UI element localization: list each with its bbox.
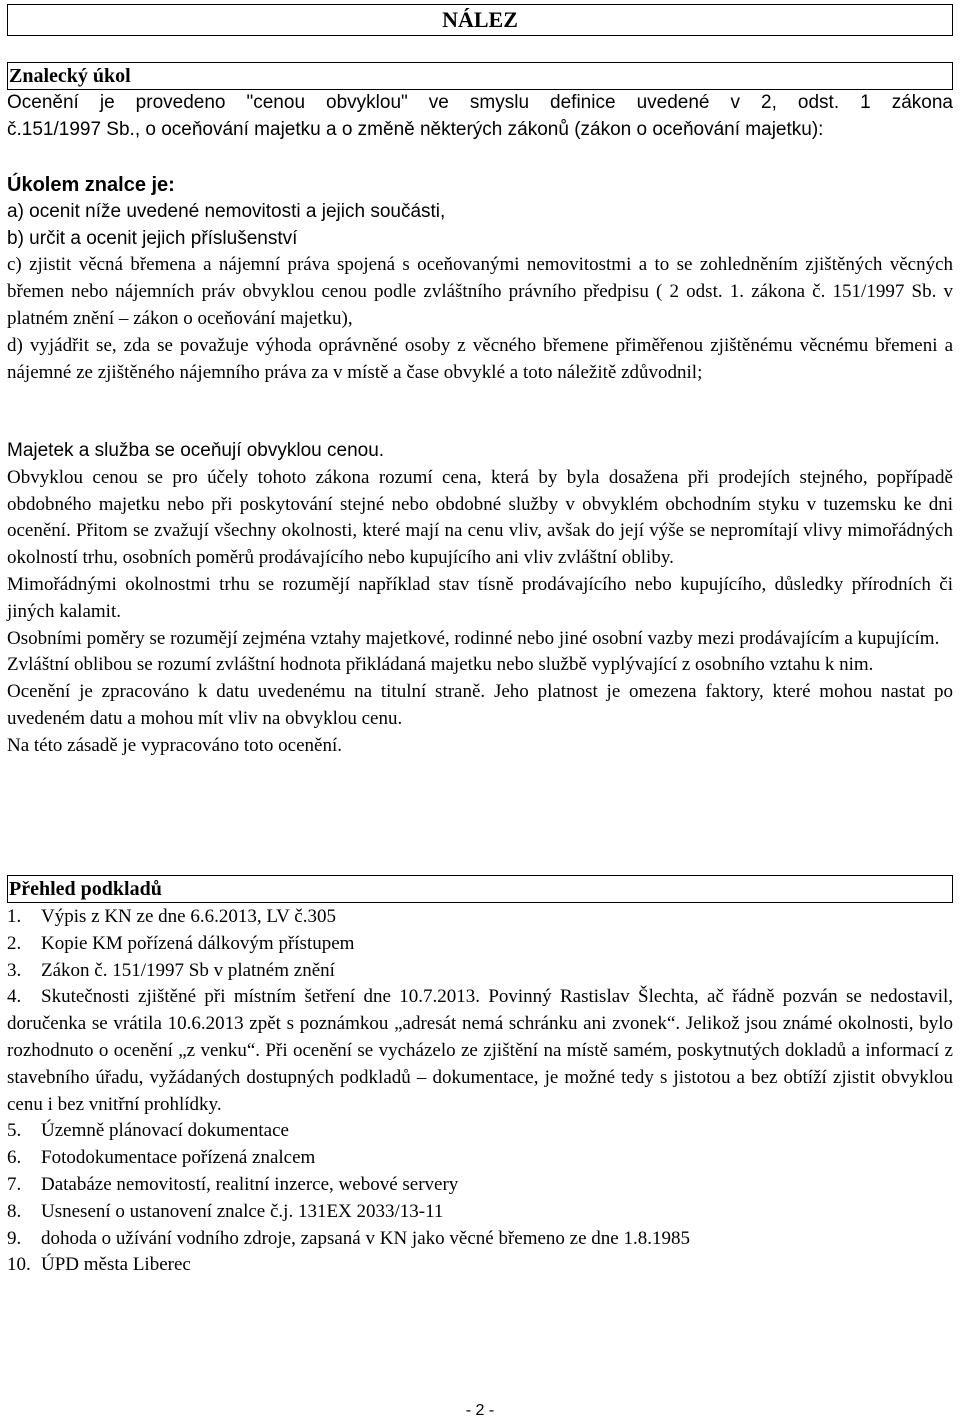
sources-list-block <box>7 904 953 1279</box>
paragraph-obvyklou-cenou: Obvyklou cenou se pro účely tohoto zákona rozumí cena, která by byla dosažena při prodejích stejného, popřípadě obdobného majetku nebo při poskytování stejné nebo obdobné služby v obvyklém obchodním styku v tuzemsku ke dni ocenění. Přitom se zvažují všechny okolnosti, které mají na cenu vliv, avšak do její výše se nepromítají vlivy mimořádných okolností trhu, osobních poměrů prodávajícího nebo kupujícího ani vliv zvláštní obliby. <box>7 466 953 569</box>
task-b: b) určit a ocenit jejich příslušenství <box>7 227 298 249</box>
assignment-line-2: č.151/1997 Sb., o oceňování majetku a o změně některých zákonů (zákon o oceňování majetku): <box>7 118 824 140</box>
list-item: 9. dohoda o užívání vodního zdroje, zapsaná v KN jako věcné břemeno ze dne 1.8.1985 <box>7 1227 690 1249</box>
assignment-text <box>7 90 953 144</box>
page-title: NÁLEZ <box>7 4 953 36</box>
paragraph-mimoradnymi: Mimořádnými okolnostmi trhu se rozumějí například stav tísně prodávajícího nebo kupujícího, důsledky přírodních či jiných kalamit. <box>7 573 953 622</box>
list-item: 1. Výpis z KN ze dne 6.6.2013, LV č.305 <box>7 906 336 927</box>
page-number: - 2 - <box>465 1402 495 1419</box>
paragraph-zasada: Na této zásadě je vypracováno toto ocenění. <box>7 734 342 756</box>
list-item: 7. Databáze nemovitostí, realitní inzerce, webové servery <box>7 1173 459 1195</box>
paragraph-osobnimi: Osobními poměry se rozumějí zejména vztahy majetkové, rodinné nebo jiné osobní vazby mezi prodávajícím a kupujícím. <box>7 627 940 649</box>
list-item: 5. Územně plánovací dokumentace <box>7 1120 289 1142</box>
task-c: c) zjistit věcná břemena a nájemní práva spojená s oceňovanými nemovitostmi a to se zohledněním zjištěných věcných břemen nebo nájemních práv obvyklou cenou podle zvláštního právního předpisu ( 2 odst. 1. zákona č. 151/1997 Sb. v platném znění – zákon o oceňování majetku), <box>7 254 953 329</box>
list-item: 4. Skutečnosti zjištěné při místním šetření dne 10.7.2013. Povinný Rastislav Šlechta, ač řádně pozván se nedostavil, doručenka se vrátila 10.6.2013 zpět s poznámkou „adresát nemá schránku ani zvonek“. Jelikož jsou známé okolnosti, bylo rozhodnuto o ocenění „z venku“. Při ocenění se vycházelo ze zjištění na místě samém, poskytnutých dokladů a informací z stavebního úřadu, vyžádaných dostupných podkladů – dokumentace, je možné tedy s jistotou a bez obtíží zjistit obvyklou cenu i bez vnitřní prohlídky. <box>7 986 953 1115</box>
list-item: 2. Kopie KM pořízená dálkovým přístupem <box>7 932 355 954</box>
section-heading-znalecky-ukol: Znalecký úkol <box>7 62 953 90</box>
tasks-block <box>7 172 953 386</box>
sources-list <box>7 904 953 1279</box>
list-item: 10. ÚPD města Liberec <box>7 1254 191 1276</box>
section-heading-prehled-podkladu: Přehled podkladů <box>7 875 953 903</box>
tasks-heading: Úkolem znalce je: <box>7 174 175 196</box>
task-a: a) ocenit níže uvedené nemovitosti a jejich součásti, <box>7 200 446 222</box>
task-d: d) vyjádřit se, zda se považuje výhoda oprávněné osoby z věcného břemene přiměřenou zjištěnému věcnému břemeni a nájemné ze zjištěného nájemního práva za v místě a čase obvyklé a toto náležitě zdůvodnil; <box>7 334 953 383</box>
paragraph-zvlastni-oblibou: Zvláštní oblibou se rozumí zvláštní hodnota přikládaná majetku nebo službě vyplývající z osobního vztahu k nim. <box>7 654 874 676</box>
valuation-paragraphs <box>7 438 953 760</box>
assignment-line-1: Ocenění je provedeno "cenou obvyklou" ve smyslu definice uvedené v 2, odst. 1 zákona <box>7 92 953 113</box>
list-item: 6. Fotodokumentace pořízená znalcem <box>7 1147 316 1169</box>
list-item: 8. Usnesení o ustanovení znalce č.j. 131EX 2033/13-11 <box>7 1200 444 1222</box>
list-item: 3. Zákon č. 151/1997 Sb v platném znění <box>7 959 335 981</box>
paragraph-oceneni-datum: Ocenění je zpracováno k datu uvedenému na titulní straně. Jeho platnost je omezena faktory, které mohou nastat po uvedeném datu a mohou mít vliv na obvyklou cenu. <box>7 681 953 729</box>
paragraph-majetek: Majetek a služba se oceňují obvyklou cenou. <box>7 440 385 461</box>
